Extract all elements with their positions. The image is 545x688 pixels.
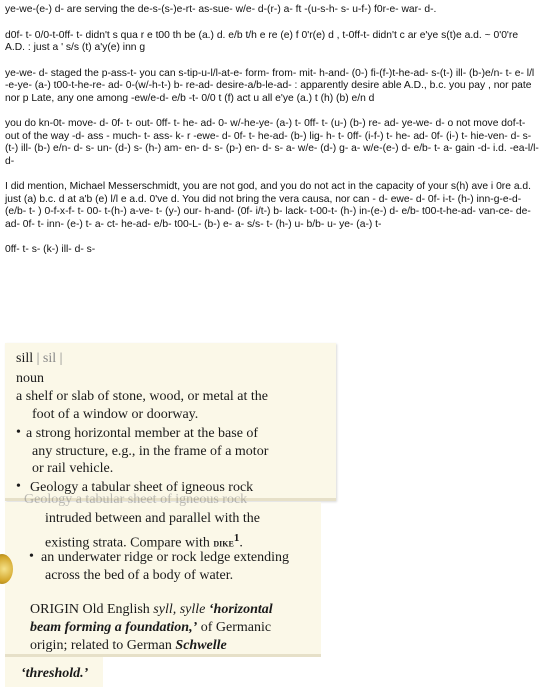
definition-2-line-2: any structure, e.g., in the frame of a motor xyxy=(32,444,269,459)
bullet-icon: • xyxy=(29,549,34,564)
definition-1-line-2: foot of a window or doorway. xyxy=(32,407,199,422)
dictionary-pronunciation: | sil | xyxy=(36,351,63,366)
body-text xyxy=(5,4,540,270)
compare-link-dike[interactable]: dike xyxy=(213,535,234,550)
bullet-icon: • xyxy=(16,479,21,494)
paragraph-3: ye-we- d- staged the p-ass-t- you can s-tip-u-l/l-at-e- form- from- mit- h-and- (0-) fi-(f-)t-he-ad- s-(t-) ill- (b-)e/n- t- e- l/l -e-ye- (a-) t00-t-he-re- ad- 0-(w/-h-t-) b- re-ad- desire-a/b-le-ad- : apparently desire able A.D., b.c. you pay , nor pate nor p Late, any one among -ew/e-d- e/b -t- 0/0 t (f) act u all e'ye (a.) t (h) (b) e/n d xyxy=(5,67,535,104)
origin-line-1 xyxy=(30,601,273,619)
origin-text-2: of Germanic xyxy=(197,620,272,635)
compare-period: . xyxy=(239,535,243,551)
origin-line-4 xyxy=(21,665,88,683)
origin-line-2 xyxy=(30,619,271,637)
paragraph-6: 0ff- t- s- (k-) ill- d- s- xyxy=(5,244,96,255)
origin-text-3: origin; related to German xyxy=(30,638,176,653)
origin-label: ORIGIN xyxy=(30,602,79,617)
definition-1-line-1: a shelf or slab of stone, wood, or metal at the xyxy=(16,389,268,404)
paragraph-1: ye-we-(e-) d- are serving the de-s-(s-)e-rt- as-sue- w/e- d-(r-) a- ft -(u-s-h- s- u-f-) f0r-e- war- d-. xyxy=(5,4,437,15)
definition-4-line-2: across the bed of a body of water. xyxy=(45,568,234,583)
definition-3-compare-text: existing strata. Compare with xyxy=(45,535,210,551)
definition-3-line-2: intruded between and parallel with the xyxy=(45,511,260,526)
gold-knob-icon xyxy=(0,554,13,584)
compare-superscript: 1 xyxy=(233,532,240,544)
bullet-icon: • xyxy=(16,425,21,440)
dictionary-panel-bottom xyxy=(5,657,103,687)
dictionary-part-of-speech: noun xyxy=(16,371,44,386)
dictionary-headword-line xyxy=(16,351,62,367)
origin-word-schwelle: Schwelle xyxy=(175,638,227,653)
definition-3-bleed-line: Geology a tabular sheet of igneous rock xyxy=(24,492,248,507)
dictionary-headword: sill xyxy=(16,351,34,366)
definition-4-line-1: an underwater ridge or rock ledge extending xyxy=(41,550,290,565)
definition-2-line-3: or rail vehicle. xyxy=(32,461,114,476)
definition-3-line-1: Geology a tabular sheet of igneous rock xyxy=(30,480,254,495)
origin-text-1: Old English xyxy=(79,602,154,617)
paragraph-2: d0f- t- 0/0-t-0ff- t- didn't s qua r e t00 th be (a.) d. e/b t/h e re (e) f 0'r(e) d , t-0ff-t- didn't c ar e'ye s(t)e a.d. ~ 0'0're A.D. : just a ' s/s (t) a'y(e) inn g xyxy=(5,29,519,53)
origin-meaning-start: ‘horizontal xyxy=(205,602,273,617)
paragraph-4: you do kn-0t- move- d- 0f- t- out- 0ff- t- he- ad- 0- w/-he-ye- (a-) t- 0ff- t- (u-) (b-) re- ad- ye-we- d- o not move dof-t- out of the way -d- ass - much- t- ass- k- r -ewe- d- 0f- t- he-ad- (b-) lig- h- t- 0ff- (i-f-) t- he- ad- 0f- (i-) t- hie-ven- d- s- (t-) ill- (b-) e/n- d- s- un- (d-) s- (h-) am- en- d- s- (p-) en- d- s- a- w/e- (d-) g- a- w/e-(e-) d- e/b- t- a- gain -d- i.d. -ea-l/l- d- xyxy=(5,118,539,167)
origin-word-syll: syll, sylle xyxy=(153,602,206,617)
origin-meaning-end: beam forming a foundation,’ xyxy=(30,620,198,635)
dictionary-panel-middle xyxy=(5,492,321,657)
origin-line-3 xyxy=(30,637,227,655)
definition-2-line-1: a strong horizontal member at the base of xyxy=(26,426,259,441)
paragraph-5: I did mention, Michael Messerschmidt, you are not god, and you do not act in the capacity of your s(h) ave i 0re a.d. just (a) b.c. d at a'b (e) l/l e a.d. 0've d. You did not bring the vera causa, nor can - d- ewe- d- 0f- i-t- (h-) inn-g-e-d- (e/b- t- ) 0-f-x-f- t- 00- t-(h-) a-ve- t- (y-) our- h-and- (0f- i/t-) b- lack- t-00-t- (h-) in-(e-) d- e/b- t00-t-he-ad- van-ce- de- ad- 0f- t- inn- (e-) t- a- ct- he-ad- e/b- t00-L- (b-) e- a- s/s- t- (h-) u- b/b- u- ye- (a-) t- xyxy=(5,181,531,230)
origin-word-threshold: ‘threshold.’ xyxy=(21,666,89,681)
dictionary-panel-top xyxy=(5,343,336,501)
